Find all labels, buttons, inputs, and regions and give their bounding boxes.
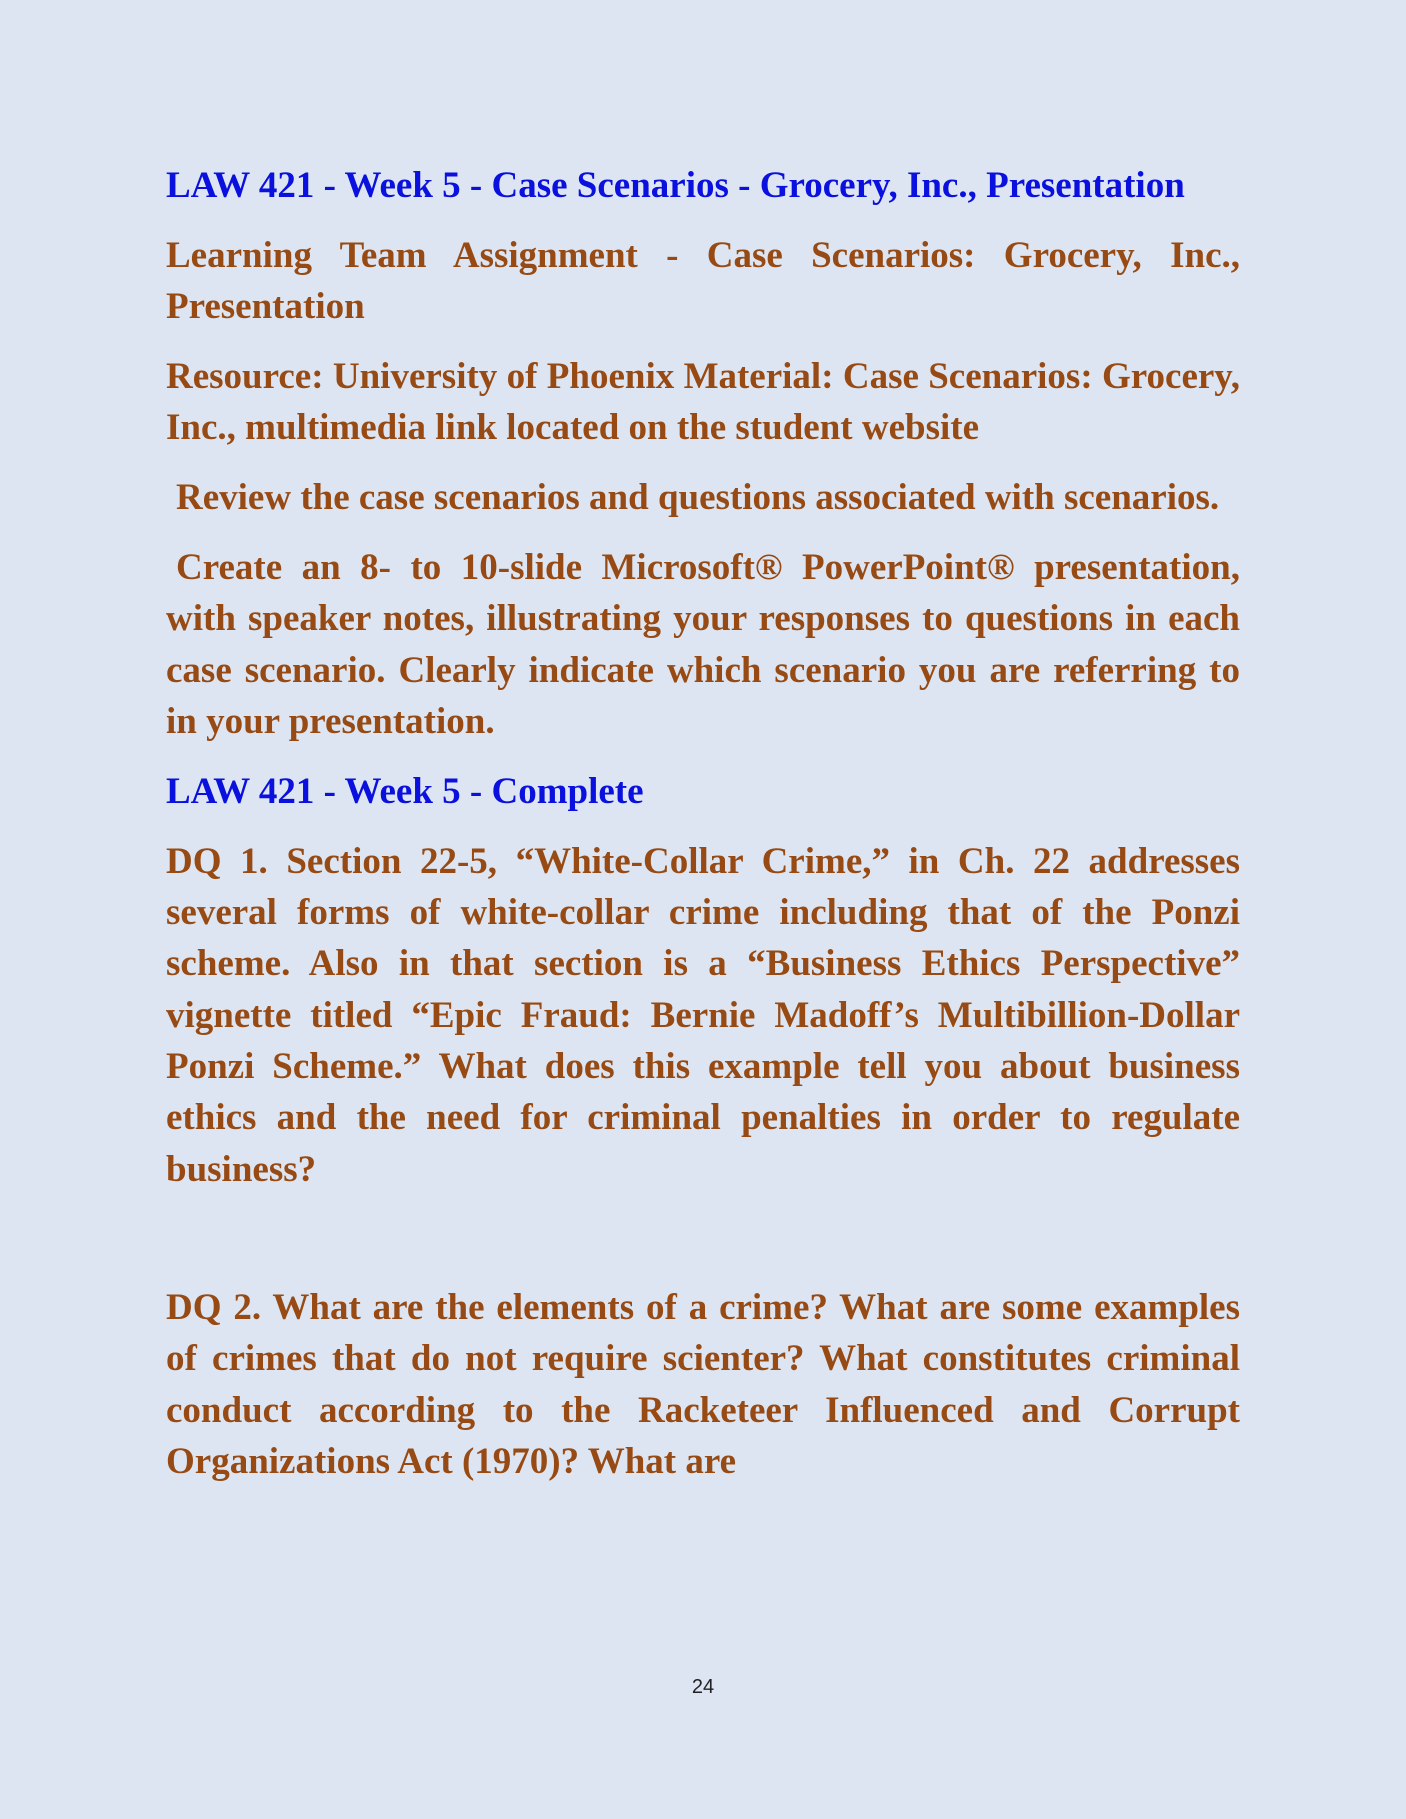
resource-paragraph: Resource: University of Phoenix Material: Case Scenarios: Grocery, Inc., multimedia link located on the student website	[166, 356, 1240, 449]
assignment-title: Learning Team Assignment - Case Scenarios: Grocery, Inc., Presentation	[166, 234, 1240, 328]
dq2-paragraph: DQ 2. What are the elements of a crime? What are some examples of crimes that do not require scienter? What constitutes criminal conduct according to the Racketeer Influenced and Corrupt Organizations Act (1970)? What are	[166, 1286, 1240, 1482]
complete-heading: LAW 421 - Week 5 - Complete	[166, 770, 644, 812]
review-paragraph: Review the case scenarios and questions associated with scenarios.	[176, 477, 1220, 519]
create-paragraph: Create an 8- to 10-slide Microsoft® PowerPoint® presentation, with speaker notes, illustrating your responses to questions in each case scenario. Clearly indicate which scenario you are referring to in your presentation.	[166, 547, 1240, 743]
document-body	[166, 160, 1240, 1506]
week-heading: LAW 421 - Week 5 - Case Scenarios - Grocery, Inc., Presentation	[166, 165, 1185, 206]
page-number: 24	[691, 1676, 715, 1698]
dq1-paragraph: DQ 1. Section 22-5, “White-Collar Crime,” in Ch. 22 addresses several forms of white-collar crime including that of the Ponzi scheme. Also in that section is a “Business Ethics Perspective” vignette titled “Epic Fraud: Bernie Madoff’s Multibillion-Dollar Ponzi Scheme.” What does this example tell you about business ethics and the need for criminal penalties in order to regulate business?	[166, 840, 1240, 1190]
